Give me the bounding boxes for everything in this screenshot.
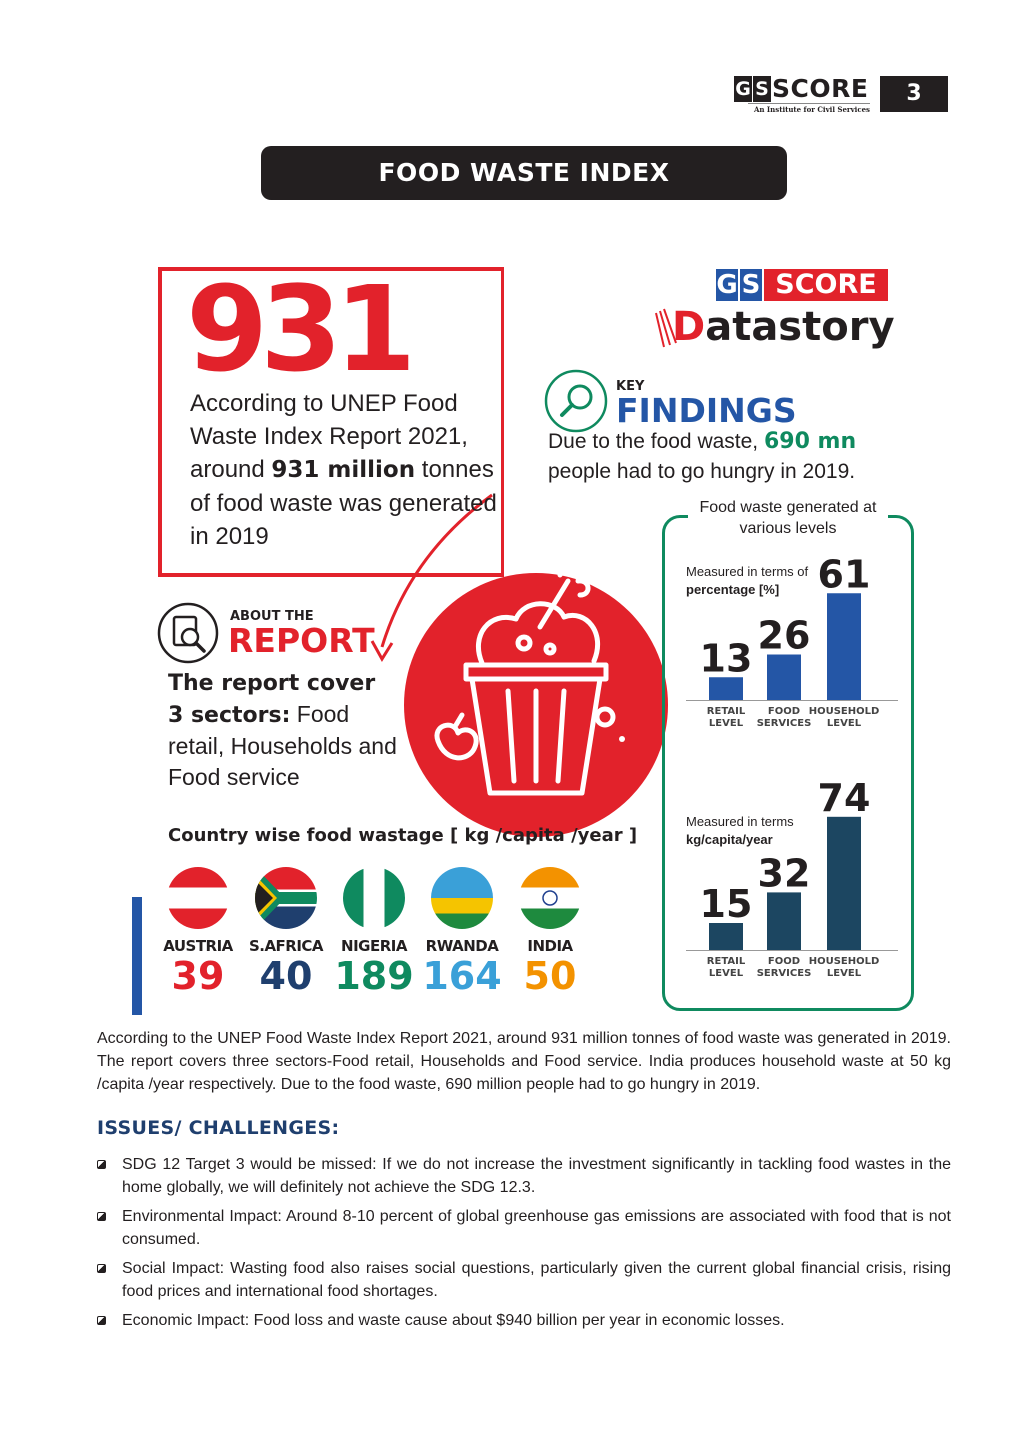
- stat-931-text: [190, 387, 500, 553]
- page-title: FOOD WASTE INDEX: [261, 146, 787, 200]
- big-number: 931: [186, 260, 409, 398]
- chart-bar: [827, 593, 861, 700]
- category-label: HOUSEHOLD: [808, 956, 880, 967]
- bullet-icon: [97, 1264, 106, 1273]
- country-name: S.AFRICA: [248, 937, 324, 955]
- country-value: 189: [334, 954, 414, 998]
- logo-core-text: SCORE: [772, 74, 869, 103]
- country-value: 40: [259, 954, 313, 998]
- about-pre: The report cover: [168, 671, 376, 696]
- bar-value-label: 13: [699, 636, 753, 681]
- pct-chart-svg: [686, 540, 906, 735]
- logo-letter-s: S: [753, 76, 771, 102]
- country-name: NIGERIA: [341, 937, 407, 955]
- header-logo: [734, 76, 870, 112]
- nigeria-flag-icon: [343, 867, 405, 929]
- white-dot-small: [619, 736, 625, 742]
- key-findings-title: FINDINGS: [616, 391, 797, 430]
- chart-bar: [767, 892, 801, 950]
- datastory-gs-blocks: [716, 269, 764, 301]
- magnifier-icon: [546, 371, 606, 431]
- pct-chart: [686, 540, 906, 735]
- page-number: 3: [880, 76, 948, 112]
- about-small: ABOUT THE: [230, 609, 314, 624]
- levels-panel-title: Food waste generated at various levels: [688, 497, 888, 539]
- category-label: FOOD: [767, 706, 801, 717]
- bar-value-label: 61: [817, 552, 871, 597]
- key-findings-text: [548, 427, 908, 487]
- category-label: SERVICES: [756, 718, 812, 729]
- about-bold: 3 sectors:: [168, 703, 291, 728]
- kg-label-line1: Measured in terms: [686, 814, 794, 829]
- country-nigeria: [334, 867, 414, 997]
- infographic: [120, 255, 920, 1015]
- logo-tagline: An Institute for Civil Services: [748, 103, 870, 114]
- country-wise-title: Country wise food wastage [ kg /capita /year ]: [168, 825, 638, 846]
- category-label: LEVEL: [708, 968, 744, 979]
- stat-931-text-bold: 931 million: [271, 457, 416, 483]
- category-label: RETAIL: [706, 956, 746, 967]
- kg-chart-svg: [686, 760, 906, 990]
- category-label: HOUSEHOLD: [808, 706, 880, 717]
- issues-heading: ISSUES/ CHALLENGES:: [97, 1117, 340, 1139]
- datastory-letter-g: G: [716, 270, 738, 300]
- chart-bar: [709, 923, 743, 950]
- logo-letter-g: G: [735, 78, 751, 100]
- bullet-icon: [97, 1212, 106, 1221]
- bullet-icon: [97, 1160, 106, 1169]
- issue-text: SDG 12 Target 3 would be missed: If we do not increase the investment significantly in tackling food wastes in the home globally, we will definitely not achieve the SDG 12.3.: [122, 1156, 951, 1196]
- category-label: SERVICES: [756, 968, 812, 979]
- list-item: [97, 1205, 951, 1251]
- stat-931-text-pre: According to UNEP Food Waste Index Report 2021, around: [190, 390, 468, 483]
- issue-text: Environmental Impact: Around 8-10 percent of global greenhouse gas emissions are associated with food that is not consumed.: [122, 1208, 951, 1248]
- chart-bar: [767, 655, 801, 701]
- key-findings-bold: 690 mn: [763, 429, 857, 454]
- issue-text: Social Impact: Wasting food also raises social questions, particularly given the current global financial crisis, rising food prices and international food shortages.: [122, 1260, 951, 1300]
- country-value: 164: [422, 954, 502, 998]
- kg-label-line2: kg/capita/year: [686, 832, 773, 847]
- country-south-africa: [246, 867, 326, 997]
- report-search-icon: [159, 604, 217, 662]
- kg-chart: [686, 760, 906, 990]
- bar-value-label: 15: [699, 882, 753, 926]
- bullet-icon: [97, 1316, 106, 1325]
- country-name: RWANDA: [425, 937, 499, 955]
- datastory-core: SCORE: [764, 269, 888, 301]
- key-findings-small: KEY: [616, 379, 645, 394]
- key-findings-pre: Due to the food waste,: [548, 430, 764, 453]
- pct-label-line2: percentage [%]: [686, 582, 780, 597]
- category-label: LEVEL: [708, 718, 744, 729]
- about-title: REPORT: [228, 621, 375, 660]
- about-post: Food retail, Households and Food service: [168, 701, 397, 790]
- bar-value-label: 74: [817, 775, 871, 820]
- country-value: 50: [523, 954, 577, 998]
- austria-flag-icon: [167, 867, 229, 929]
- datastory-word: [672, 303, 895, 351]
- chart-bar: [827, 817, 861, 950]
- category-label: RETAIL: [706, 706, 746, 717]
- list-item: [97, 1153, 951, 1199]
- about-text: [168, 667, 398, 793]
- country-name: INDIA: [527, 937, 573, 955]
- datastory-word-rest: atastory: [705, 304, 895, 350]
- logo-gs-blocks: [734, 76, 772, 102]
- datastory-letter-s: S: [741, 270, 761, 300]
- country-austria: [158, 867, 238, 997]
- rwanda-flag-icon: [431, 867, 493, 929]
- country-india: [510, 867, 590, 997]
- bar-value-label: 26: [757, 613, 811, 658]
- category-label: FOOD: [767, 956, 801, 967]
- list-item: [97, 1257, 951, 1303]
- country-value: 39: [171, 954, 225, 998]
- issues-list: [97, 1153, 951, 1338]
- category-label: LEVEL: [826, 968, 862, 979]
- country-rwanda: [422, 867, 502, 997]
- south-africa-flag-icon: [255, 867, 317, 929]
- key-findings-post: people had to go hungry in 2019.: [548, 460, 856, 483]
- pct-label-line1: Measured in terms of: [686, 564, 809, 579]
- list-item: [97, 1309, 951, 1332]
- country-name: AUSTRIA: [163, 937, 233, 955]
- left-accent-bar: [132, 897, 142, 1015]
- category-label: LEVEL: [826, 718, 862, 729]
- india-flag-icon: [519, 867, 581, 929]
- summary-paragraph: According to the UNEP Food Waste Index Report 2021, around 931 million tonnes of food waste was generated in 2019. The report covers three sectors-Food retail, Households and Food service. India produces household waste at 50 kg /capita /year respectively. Due to the food waste, 690 million people had to go hungry in 2019.: [97, 1030, 951, 1093]
- chart-bar: [709, 677, 743, 700]
- datastory-word-first: D: [672, 304, 706, 350]
- datastory-logo: [652, 267, 895, 357]
- stat-931-text-post: tonnes of food waste was generated in 2019: [190, 456, 497, 550]
- bar-value-label: 32: [757, 851, 811, 896]
- issue-text: Economic Impact: Food loss and waste cause about $940 billion per year in economic losses.: [122, 1312, 785, 1329]
